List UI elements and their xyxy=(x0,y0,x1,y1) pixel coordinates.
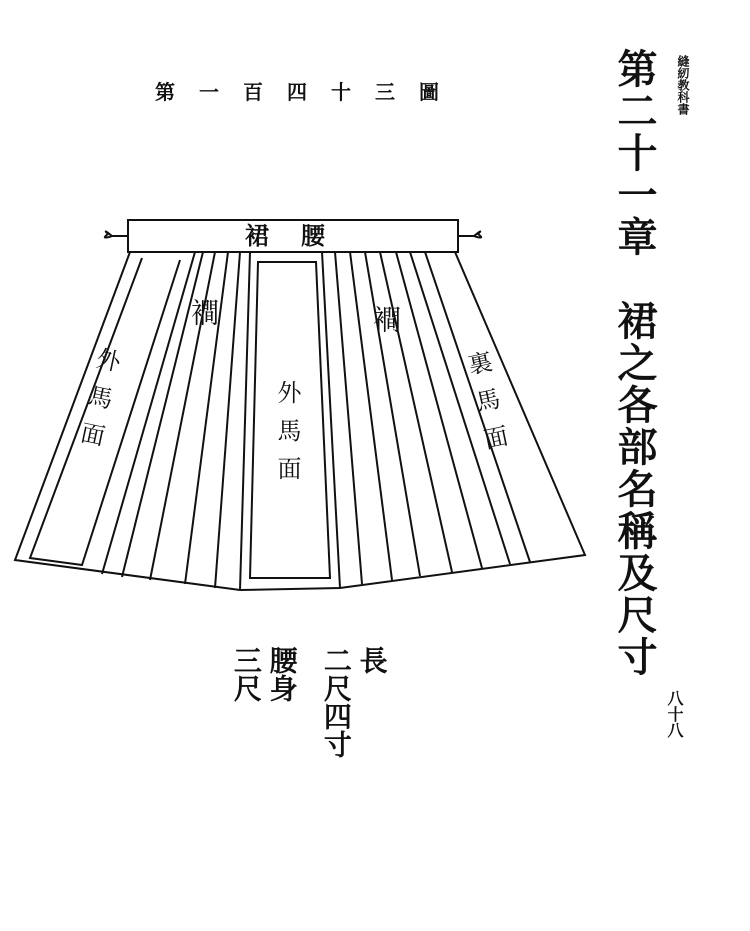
length-value: 二尺四寸 xyxy=(319,646,353,758)
label-inner-panel: 裏馬面 xyxy=(461,348,513,466)
label-waistband: 裙腰 xyxy=(245,221,357,250)
right-tie xyxy=(458,231,481,237)
waist-value: 三尺 xyxy=(229,646,263,702)
dimension-waist xyxy=(228,646,300,702)
waist-label: 腰身 xyxy=(265,646,299,702)
label-outer-panel-left: 外馬面 xyxy=(71,344,123,462)
label-pleats-right: 襇 xyxy=(369,305,402,333)
dimension-length xyxy=(318,646,390,758)
length-label: 長 xyxy=(355,646,389,674)
chapter-title: 第二十一章 裙之各部名稱及尺寸 xyxy=(611,48,658,678)
figure-caption: 第一百四十三圖 xyxy=(155,80,463,104)
page-number: 八十八 xyxy=(665,690,684,738)
label-pleats-left: 襇 xyxy=(187,298,220,326)
label-outer-panel-center: 外馬面 xyxy=(273,380,301,494)
left-tie xyxy=(105,231,128,237)
book-title: 縫紉教科書 xyxy=(676,55,690,115)
